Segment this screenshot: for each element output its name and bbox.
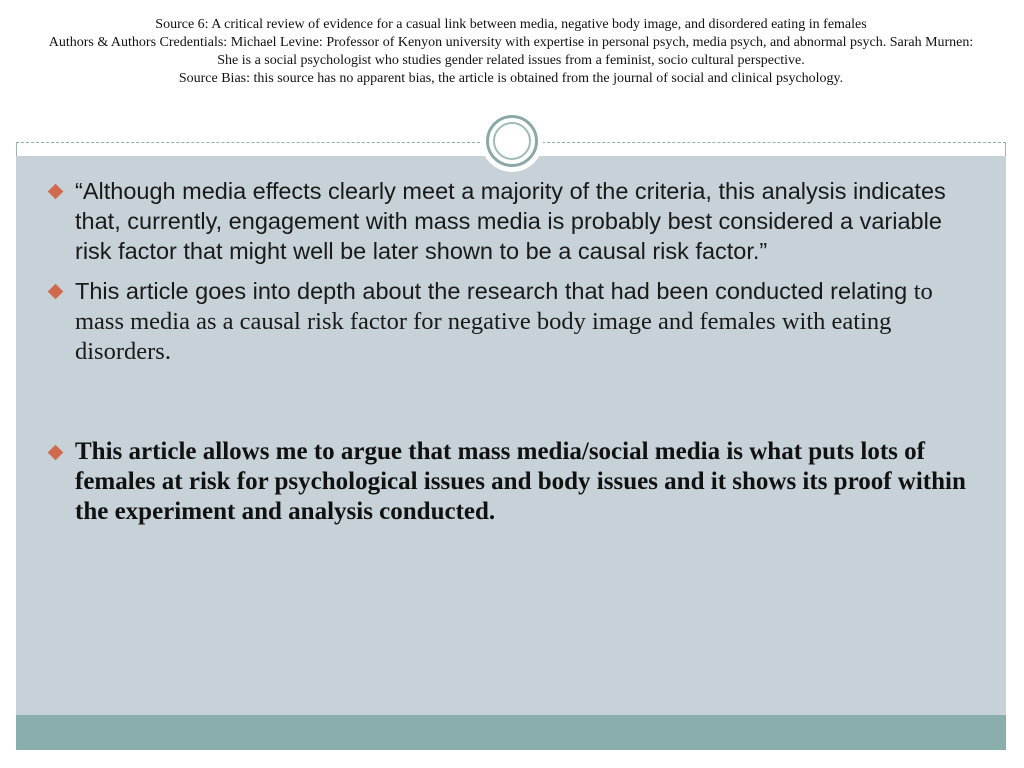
footer-bar (16, 715, 1006, 750)
diamond-bullet-icon (48, 184, 64, 200)
circle-ornament-icon (481, 110, 543, 172)
source-title: Source 6: A critical review of evidence for a casual link between media, negative body image, and disordered eating in females (155, 17, 867, 32)
bullet-quote-text: “Although media effects clearly meet a majority of the criteria, this analysis indicates that, currently, engagement with mass media is probably best considered a variable risk factor that might well be later shown to be a causal risk factor.” (75, 178, 946, 264)
bullet-item-research (46, 276, 966, 367)
bullet-research-text-part2: to mass media as a causal risk factor for negative body image and females with eating disorders. (75, 278, 933, 365)
source-bias: Source Bias: this source has no apparent bias, the article is obtained from the journal of social and clinical psychology. (178, 71, 844, 86)
bullet-item-quote (46, 176, 966, 266)
circle-outer-ring (486, 115, 538, 167)
diamond-bullet-icon (48, 284, 64, 300)
bullet-item-argument (46, 437, 966, 527)
bullet-research-text-part1: This article goes into depth about the research that had been conducted relating (75, 278, 914, 304)
bullet-research-text (75, 276, 966, 367)
diamond-bullet-icon (48, 445, 64, 461)
authors-credentials: Authors & Authors Credentials: Michael Levine: Professor of Kenyon university with expertise in personal psych, media psych, and abnormal psych. Sarah Murnen: She is a social psychologist who studies gender related issues from a feminist, socio cultural perspective. (48, 35, 974, 68)
bullet-list (46, 176, 966, 537)
bullet-argument-text: This article allows me to argue that mass media/social media is what puts lots of females at risk for psychological issues and body issues and it shows its proof within the experiment and analysis conducted. (75, 438, 966, 525)
header-text-block (16, 16, 1006, 88)
circle-inner-ring (493, 122, 531, 160)
